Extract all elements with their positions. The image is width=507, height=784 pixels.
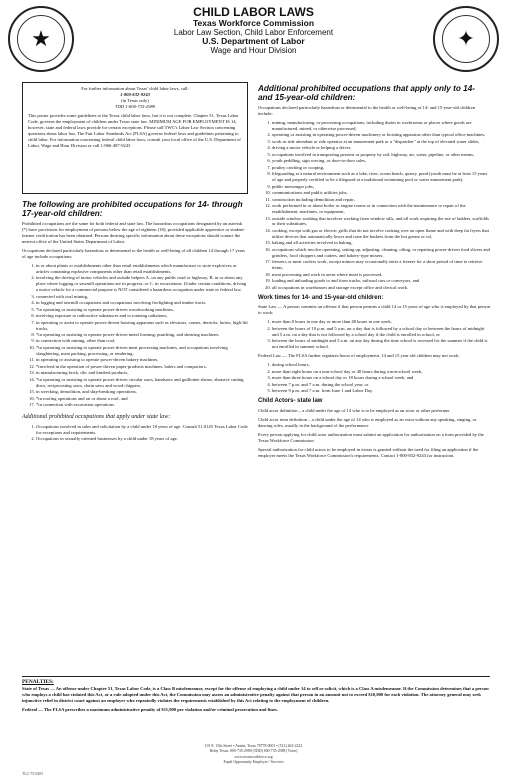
list-item: 9. in connection with mining, other than coal,: [36, 338, 248, 344]
footer-address: 101 E. 15th Street • Austin, Texas 78778-0001 • (512) 463-2222: [204, 744, 303, 748]
list-item: 2. Occupations in sexually oriented businesses by a child under 18 years of age.: [36, 436, 248, 442]
list-item: 5. between 9 p.m. and 7 a.m. from June 1 and Labor Day.: [272, 388, 490, 394]
list-item: 3. between the hours of midnight and 5 a.m. on any day during the time school is recessed for the summer if the child is not enrolled in summer school.: [272, 338, 490, 350]
left-column: [22, 82, 248, 445]
work-times-heading: Work times for 14- and 15-year-old children:: [258, 294, 384, 301]
footer-eeo: Equal Opportunity Employer / Services: [223, 759, 284, 764]
prohibited-list: [22, 263, 248, 408]
list-item: 4. in logging and sawmill occupations and occupations involving firefighting and timber tracts,: [36, 300, 248, 306]
info-tdd: TDD 1-800-735-2989: [114, 103, 156, 109]
list-item: 16. occupations which involve operating, setting up, adjusting, cleaning, oiling, or repairing power-driven food slicers and grinders, food choppers and cutters, and bakery-type mixers,: [272, 247, 490, 259]
list-item: 13. outside window washing that involves working from window sills, and all work requiring the use of ladders, scaffolds or their substitutes,: [272, 216, 490, 228]
right-column: [258, 82, 490, 462]
state-prohibited-list: [22, 424, 248, 442]
list-item: 5. occupations involved in transporting persons or property by rail, highway, air, water, pipeline, or other means,: [272, 152, 490, 158]
list-item: 1. during school hours,: [272, 362, 490, 368]
list-item: 3. connected with coal mining,: [36, 294, 248, 300]
list-item: 16. *in roofing operations and on or about a roof, and: [36, 396, 248, 402]
list-item: 4. between 7 p.m. and 7 a.m. during the school year, or: [272, 382, 490, 388]
info-line: For further information about Texas' child labor laws, call:: [81, 86, 189, 91]
dept-name: U.S. Department of Labor: [202, 36, 305, 47]
list-item: 2. more than eight hours on a non-school day or 40 hours during a non-school week,: [272, 369, 490, 375]
list-item: 4. driving a motor vehicle or helping a driver,: [272, 145, 490, 151]
list-item: 6. involving exposure to radioactive substances and to ionizing radiations,: [36, 313, 248, 319]
penalties-federal: Federal — The FLSA prescribes a maximum administrative penalty of $11,000 per violation and/or criminal prosecution and fines.: [22, 706, 278, 712]
list-item: 17. *in connection with excavation operations.: [36, 402, 248, 408]
list-item: 13. in manufacturing brick, tile, and kindred products,: [36, 370, 248, 376]
federal-law-paragraph: Federal Law — The FLSA further regulates hours of employment. 14 and 15 year old children may not work:: [258, 353, 460, 359]
federal-law-list: [258, 362, 490, 394]
list-item: 3. more than three hours on a school day or 18 hours during a school week, and: [272, 375, 490, 381]
intro-paragraph: Occupations declared particularly hazardous or detrimental to the health or well-being of 14- and 15-year-old children include:: [258, 105, 476, 116]
list-item: 17. freezers or meat coolers work, except minors may occasionally enter a freezer for a short period of time to retrieve items,: [272, 259, 490, 271]
info-phone: 1-800-832-9243: [120, 91, 150, 97]
penalties-state: State of Texas — An offense under Chapter 51, Texas Labor Code, is a Class B misdemeanor, except for the offense of employing a child under 14 to sell or solicit, which is a Class A misdemeanor. If the Commission determines that a person who employs a child has violated this Act, or a rule adopted under this Act, the Commission may assess an administrative penalty against that person in an amount not to exceed $10,000 for each violation. The attorney general may seek injunctive relief in district court against an employer who repeatedly violates the requirements established by this Act relating to the employment of children.: [22, 686, 489, 703]
list-item: 9. public messenger jobs,: [272, 184, 490, 190]
texas-state-seal: [8, 6, 74, 72]
actors-paragraph: Every person applying for child actor authorization must submit an application for authorization on a form provided by the Texas Workforce Commission: [258, 431, 484, 443]
list-item: 11. construction including demolition and repair,: [272, 197, 490, 203]
footer-website: www.texasworkforce.org: [234, 754, 273, 759]
list-item: 15. baking and all activities involved in baking,: [272, 240, 490, 246]
state-law-list: [258, 319, 490, 350]
info-body: This poster provides some guidelines to the Texas child labor laws, but it is not complete. Chapter 51, Texas Labor Code, governs the employment of children under Texas state law. MINIMUM AGE FOR EMPLOYMENT IS 14, however, state and federal laws provide for certain exceptions. Please call TWC's Labor Law Section concerning questions about labor law. The Fair Labor Standards Act (FLSA) governs federal laws and guidelines pertaining to child labor. For information concerning federal child labor laws, consult your local office of the U.S. Department of Labor, Wage and Hour Division or call 1-866-487-9243: [28, 112, 241, 148]
division-name: Labor Law Section, Child Labor Enforcement: [173, 27, 334, 37]
list-item: 6. youth peddling, sign waving, or door-to-door sales,: [272, 158, 490, 164]
list-item: 2. between the hours of 10 p.m. and 5 a.m. on a day that is followed by a school day or between the hours of midnight and 5 a.m. on a day that is not followed by a school day if the child is enrolled in school, or: [272, 326, 490, 338]
penalties-section: [22, 676, 490, 716]
child-actors-heading: Child Actors- state law: [258, 398, 323, 405]
list-item: 20. all occupations in warehouses and storage except office and clerical work.: [272, 285, 490, 291]
intro-paragraph: Occupations declared particularly hazardous or detrimental to the health or well-being of all children 14 through 17 years of age include occupations:: [22, 247, 246, 259]
poster-title: CHILD LABOR LAWS: [193, 5, 314, 19]
list-item: 3. work as ride attendant or ride operator at an amusement park or a "dispatcher" at the top of elevated water slides,: [272, 139, 490, 145]
list-item: 19. loading and unloading goods to and from trucks, railroad cars or conveyors, and: [272, 278, 490, 284]
list-item: 2. operating or assisting in operating power-driven machinery or hoisting apparatus other than typical office machines,: [272, 132, 490, 138]
state-law-paragraph: State Law — A person commits an offense if that person permits a child 14 or 15 years of age who is employed by that person to work:: [258, 304, 490, 316]
list-item: 12. work performed in or about boiler or engine rooms or in connection with the maintenance or repair of the establishment, machines, or equipment,: [272, 203, 490, 215]
info-box: [22, 82, 248, 194]
dol-seal: [433, 6, 499, 72]
list-item: 12. *involved in the operation of power-driven paper-products machines, balers and compactors,: [36, 364, 248, 370]
list-item: 7. in operating or assist to operate power-driven hoisting apparatus such as elevators, cranes, derricks, hoists, high-lift trucks,: [36, 320, 248, 332]
actors-paragraph: Child actor term definition – a child under the age of 14 who is employed as an extra without any speaking, singing, or dancing roles, usually in the background of the performance: [258, 416, 477, 428]
actors-paragraph: Special authorization for child actors to be employed in extras is granted without the need for filing an application if the employer meets the Texas Workforce Commission's requirements. Contact 1-800-832-9243 for instruction.: [258, 446, 479, 458]
list-item: 10. communications and public utilities jobs,: [272, 190, 490, 196]
actors-paragraph: Child actor definition – a child under the age of 14 who is to be employed as an actor or other performer: [258, 407, 450, 413]
list-item: 8. lifeguarding at a natural environment such as a lake, river, ocean beach, quarry, pond (youth must be at least 15 years of age and properly certified to be a lifeguard at a traditional swimming pool or water amusement park),: [272, 171, 490, 183]
list-item: 11. in operating or assisting to operate power-driven bakery machines,: [36, 357, 248, 363]
list-item: 14. cooking, except with gas or electric grills that do not involve cooking over an open flame and with deep fat fryers that utilize devices that automatically lower and raise the baskets from the hot grease or oil,: [272, 228, 490, 240]
info-line: (in Texas only): [121, 97, 149, 103]
penalties-title: PENALTIES:: [22, 679, 54, 685]
list-item: 1. in or about plants or establishments other than retail establishments which manufacture or store explosives or articles containing explosive components other than retail establishments,: [36, 263, 248, 275]
list-item: 15. in wrecking, demolition, and ship-breaking operations,: [36, 389, 248, 395]
prohibited-list: [258, 120, 490, 291]
list-item: 1. more than 8 hours in one day or more than 48 hours in one week,: [272, 319, 490, 325]
list-item: 10. *in operating or assisting to operate power-driven meat processing machines, and occupations involving slaughtering, meat packing, processing, or rendering,: [36, 345, 248, 357]
section-heading: The following are prohibited occupations for 14- through 17-year-old children:: [22, 200, 243, 219]
sub-heading: Additional prohibited occupations that apply under state law:: [22, 414, 171, 421]
wage-division: Wage and Hour Division: [210, 45, 297, 55]
star-icon: ★: [17, 15, 65, 63]
list-item: 18. meat processing and work in areas where meat is processed,: [272, 272, 490, 278]
list-item: 14. *in operating or assisting to operate power-driven circular saws, bandsaws and guillotine shears, abrasive cutting discs, reciprocating saws, chain saws and wood chippers,: [36, 377, 248, 389]
list-item: 1. mining, manufacturing, or processing occupations, including duties in workrooms or places where goods are manufactured, mined, or otherwise processed,: [272, 120, 490, 132]
poster-header: [80, 6, 427, 55]
list-item: 7. poultry catching or cooping,: [272, 165, 490, 171]
list-item: 2. involving the driving of motor vehicles and outside helpers A. on any public road or highway, B. in or about any place where logging or sawmill operations are in progress, or C. in excavations. (Under certain conditions, driving a motor vehicle for a commercial purpose is NOT considered a hazardous occupation under state or federal law,: [36, 275, 248, 293]
list-item: 8. *in operating or assisting to operate power-driven metal forming, punching, and shearing machines,: [36, 332, 248, 338]
list-item: 5. *in operating or assisting to operate power-driven woodworking machines,: [36, 307, 248, 313]
list-item: 1. Occupations involved in sales and solicitation by a child under 18 years of age. Consult 51.0145 Texas Labor Code for exceptions and requirements.: [36, 424, 248, 436]
form-code: TLC-75-0205: [22, 772, 44, 776]
agency-name: Texas Workforce Commission: [192, 18, 315, 29]
footer-relay: Relay Texas: 800-735-2989 (TDD) 800-735-2988 (Voice): [209, 749, 298, 754]
eagle-icon: ✦: [442, 15, 490, 63]
intro-paragraph: Prohibited occupations are the same for both federal and state law. The hazardous occupations designated by an asterisk (*) have provisions for employment of persons below the age of eighteen (18), provided applicable apprentice or student-learner certification has been obtained. Persons desiring specific information about these exceptions should contact the nearest office of the United States Department of Labor.: [22, 221, 246, 244]
footer: [0, 744, 507, 765]
section-heading: Additional prohibited occupations that apply only to 14- and 15-year-old children:: [258, 84, 475, 103]
